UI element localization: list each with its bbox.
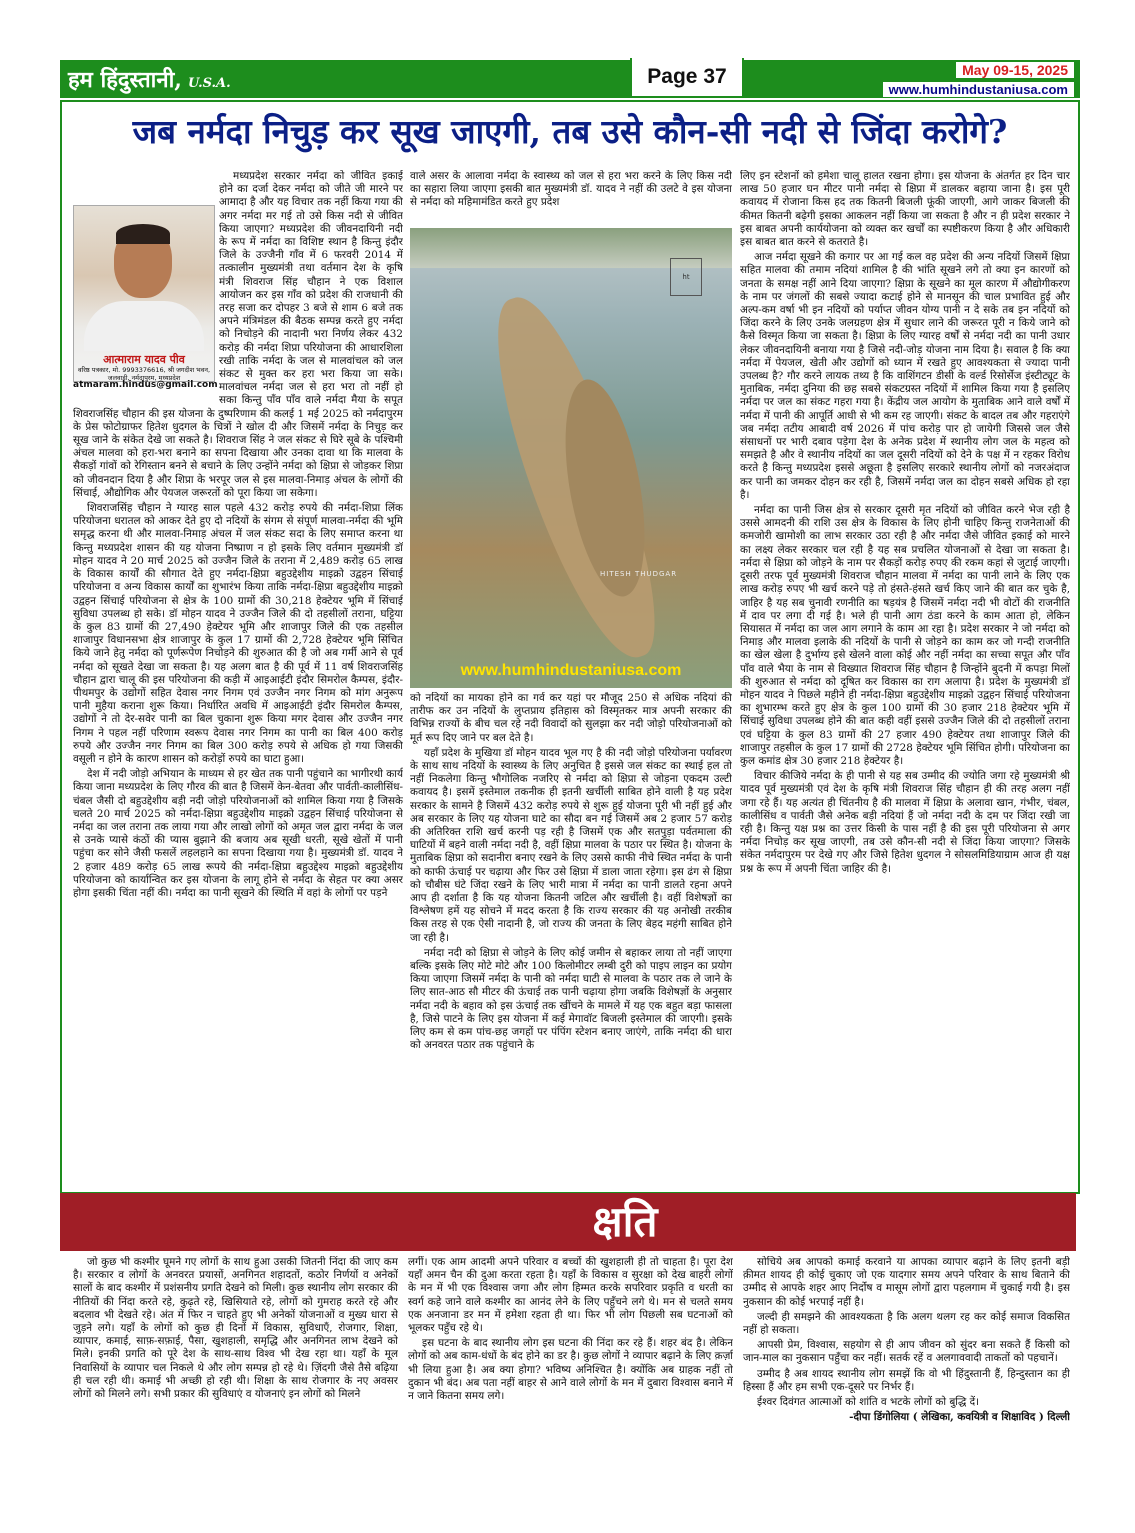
photo-float-spacer <box>73 170 219 398</box>
paragraph: शिवराजसिंह चौहान ने ग्यारह साल पहले 432 करोड़ रुपये की नर्मदा-शिप्रा लिंक परियोजना धरातल को आकर देते हुए दो नदियों के संगम से संपूर्ण मालवा-नर्मदा की भूमि समृद्ध करना थी और मालवा-निमाड़ अंचल में जल संकट सदा के लिए समाप्त करना था किन्तु मध्यप्रदेश शासन की यह योजना निष्प्राण न हो इसके लिए वर्तमान मुख्यमंत्री डॉ मोहन यादव ने 20 मार्च 2025 को उज्जैन जिले के तराना में 2,489 करोड़ 65 लाख के विकास कार्यों की सौगात देते हुए नर्मदा-क्षिप्रा बहुउद्देशीय माइक्रो उद्वहन सिंचाई परियोजना व अन्य विकास कार्यों का शुभारंभ किया ताकि नर्मदा-क्षिप्रा बहुउद्देशीय माइक्रो उद्वहन सिंचाई परियोजना से क्षेत्र के 100 ग्रामों की 30,218 हेक्टेयर भूमि में सिंचाई सुविधा उपलब्ध हो सके। डॉ मोहन यादव ने उज्जैन जिले की दो तहसीलों तराना, घट्टिया के कुल 83 ग्रामों की 27,490 हेक्टेयर भूमि और शाजापुर जिले की एक तहसील शाजापुर विधानसभा क्षेत्र शाजापुर के कुल 17 ग्रामों की 2,728 हेक्टेयर भूमि सिंचित किये जाने हेतु नर्मदा को पूर्णरूपेण निचोड़ने की शुरुआत की है जो अब गर्मी आने से पूर्व नर्मदा को सूखते देखा जा सकता है। यह अलग बात है की पूर्व में 11 वर्ष शिवराजसिंह चौहान द्वारा चालू की इस परियोजना की कड़ी में आइआईटी इंदौर सिमरोल कैम्पस, इंदौर-पीथमपुर के उद्योगों सहित देवास नगर निगम एवं उज्जैन नगर निगम को मांग अनुरूप पानी मुहैया कराना शुरू किया। निर्धारित अवधि में आइआईटी इंदौर सिमरोल कैम्पस, उद्योगों ने तो देर-सवेर पानी का बिल चुकाना शुरू किया मगर देवास और उज्जैन नगर निगम ने पहल नहीं परिणाम स्वरूप देवास नगर निगम का पानी का बिल 400 करोड़ रुपये और उज्जैन नगर निगम का बिल 300 करोड़ रुपये से अधिक हो गया जिसकी वसूली न होने के कारण शासन को करोड़ों रुपये का घाटा हुआ। <box>73 502 403 765</box>
website-link[interactable]: www.humhindustaniusa.com <box>883 82 1074 97</box>
article-column-3 <box>740 170 1070 1182</box>
paragraph: यहाँ प्रदेश के मुखिया डॉ मोहन यादव भूल गए है की नदी जोड़ो परियोजना पर्यावरण के साथ साथ नदियों के स्वास्थ्य के लिए अनुचित है इससे जल संकट का स्थाई हल तो नहीं निकलेगा किन्तु भौगोलिक नजरिए से नर्मदा को क्षिप्रा से जोड़ना एकदम उल्टी कवायद है। इसमें इस्तेमाल तकनीक ही इतनी खर्चीली साबित होने वाली है यह प्रदेश सरकार के सामने है जिसमें 432 करोड़ रुपये से शुरू हुई योजना पूरी भी नहीं हुई और अब सरकार के लिए यह योजना घाटे का सौदा बन गई जिसमें अब 2 हजार 57 करोड़ की अतिरिक्त राशि खर्च करनी पड़ रही है जिसमें एक और सतपुड़ा पर्वतमाला की घाटियों में बहने वाली नर्मदा नदी है, वहीं क्षिप्रा मालवा के पठार पर स्थित है। योजना के मुताबिक क्षिप्रा को सदानीरा बनाए रखने के लिए उससे काफी नीचे स्थित नर्मदा के पानी को काफी ऊंचाई पर चढ़ाया और फिर उसे क्षिप्रा में डाला जाता रहेगा। इस ढंग से क्षिप्रा को चौबीस घंटे जिंदा रखने के लिए भारी मात्रा में नर्मदा का पानी डालते रहना अपने आप ही दर्शाता है कि यह योजना कितनी जटिल और खर्चीली है। वहीं विशेषज्ञों का विश्लेषण हमें यह सोचने में मदद करता है कि राज्य सरकार की यह अनोखी तरकीब किस तरह से एक ऐसी नादानी है, जो राज्य की जनता के लिए बेहद महंगी साबित होने जा रही है। <box>410 746 732 944</box>
paragraph: आपसी प्रेम, विश्वास, सहयोग से ही आप जीवन को सुंदर बना सकते हैं किसी को जान-माल का नुकसान पहुँचा कर नहीं। सतर्क रहें व अलगाववादी ताकतों को पहचानें। <box>743 1339 1070 1365</box>
paragraph: आज नर्मदा सूखने की कगार पर आ गई कल वह प्रदेश की अन्य नदियों जिसमें क्षिप्रा सहित मालवा की तमाम नदियां शामिल है की भांति सूखने लगे तो क्या इन कारणों को जनता के समक्ष नहीं आने दिया जाएगा? क्षिप्रा के सूखने का मूल कारण में औद्योगीकरण के नाम पर जंगलों की सबसे ज्यादा कटाई होने से मानसून की चाल प्रभावित हुई और अल्प-कम वर्षा भी इन नदियों को पर्याप्त जीवन योग्य पानी न दे सके तब इन नदियों को जिंदा करने के लिए उनके जलग्रहण क्षेत्र में सुधार लाने की जरूरत पूरी न किये जाने को कैसे विस्मृत किया जा सकता है। क्षिप्रा के लिए ग्यारह वर्षों से नर्मदा नदी का पानी उधार लेकर जीवनदायिनी बनाया गया है जिसे नदी-जोड़ योजना नाम दिया है। सवाल है कि क्या नर्मदा में पेयजल, खेती और उद्योगों को ध्यान में रखते हुए आवश्यकता से ज्यादा पानी उपलब्ध है? गौर करने लायक तथ्य है कि वाशिंगटन डीसी के वर्ल्ड रिसोर्सेज इंस्टीट्यूट के मुताबिक, नर्मदा दुनिया की छह सबसे संकटग्रस्त नदियों में शामिल किया गया है इसलिए नर्मदा पर जल का संकट गहरा गया है। केंद्रीय जल आयोग के मुताबिक आने वाले वर्षों में नर्मदा में पानी की आपूर्ति आधी से भी कम रह जाएगी। संकट के बादल तब और गहराएंगे जब नर्मदा तटीय आबादी वर्ष 2026 में पांच करोड़ पार हो जायेगी जिससे जल जैसे संसाधनों पर भारी दबाव पड़ेगा देश के अनेक प्रदेश में स्थानीय लोग जल के महत्व को समझते है और वे स्थानीय नदियों का जल दूसरी नदियों को देने के पक्ष में न रहकर विरोध करते है किन्तु मध्यप्रदेश इससे अछूता है इसलिए सरकारे स्थानीय लोगों को नजरअंदाज कर पानी का जमकर दोहन कर रही है, जिसमें नर्मदा जल का दोहन सबसे अधिक हो रहा है। <box>740 251 1070 501</box>
second-article-column-1 <box>73 1256 398 1526</box>
paragraph: जल्दी ही समझने की आवश्यकता है कि अलग थलग रह कर कोई समाज विकसित नहीं हो सकता। <box>743 1310 1070 1337</box>
paragraph: देश में नदी जोड़ो अभियान के माध्यम से हर खेत तक पानी पहुंचाने का भागीरथी कार्य किया जाना मध्यप्रदेश के लिए गौरव की बात है जिसमें केन-बेतवा और पार्वती-कालीसिंध-चंबल जैसी दो बहुउद्देशीय बड़ी नदी जोड़ो परियोजनाओं को शामिल किया गया है जिसके चलते 20 मार्च 2025 को नर्मदा-क्षिप्रा बहुउद्देशीय माइक्रो उद्वहन सिंचाई परियोजना से नर्मदा का जल तराना तक लाया गया और लाखो लोगों को अमृत जल द्वारा नर्मदा के जल से उनके प्यासे कंठों की प्यास बुझाने की बजाय अब सूखी धरती, सूखे खेतों में पानी पहुंचा कर सोने जैसी फसलें लहलहाने का सपना दिखाया गया है। मुख्यमंत्री डॉ. यादव ने 2 हजार 489 करोड़ 65 लाख रूपये की नर्मदा-क्षिप्रा बहुउद्देश्य माइक्रो बहुउद्देशीय परियोजना को कार्यान्वित कर इस योजना के लागू होने से नर्मदा के सेहत पर क्या असर होगा इसकी चिंता नहीं की। नर्मदा का पानी सूखने की स्थिति में वहां के लोगों पर पड़ने <box>73 768 403 899</box>
paper-name <box>68 64 231 94</box>
article-column-2-top <box>410 170 732 224</box>
paragraph: ईश्वर दिवंगत आत्माओं को शांति व भटके लोगों को बुद्धि दें। <box>757 1396 980 1409</box>
paragraph: लिए इन स्टेशनों को हमेशा चालू हालत रखना होगा। इस योजना के अंतर्गत हर दिन चार लाख 50 हजार घन मीटर पानी नर्मदा से क्षिप्रा में डालकर बहाया जाना है। इस पूरी कवायद में रोजाना किस हद तक कितनी बिजली फूंकी जाएगी, आगे जाकर बिजली की कीमत कितनी बढ़ेगी इसका आकलन नहीं किया जा सकता है और न ही प्रदेश सरकार ने इस बाबत अपनी कार्ययोजना को व्यक्त कर खर्चों का स्पष्टीकरण किया है और अधिकारी इस बाबत बात करने से कतराते है। <box>740 170 1070 249</box>
author-signature: -दीपा डिंगोलिया ( लेखिका, कवयित्री व शिक्षाविद ) दिल्ली <box>849 1411 1070 1424</box>
paragraph: सोचिये अब आपको कमाई करवाने या आपका व्यापार बढ़ाने के लिए इतनी बड़ी क़ीमत शायद ही कोई चुकाए जो एक यादगार समय अपने परिवार के साथ बिताने की उम्मीद से आपके शहर आए निर्दोष व मासूम लोगों द्वारा पहलगाम में चुकाई गयी है। इस नुकसान की कोई भरपाई नहीं है। <box>743 1256 1070 1308</box>
masthead-right <box>883 62 1074 97</box>
section-banner <box>60 1193 1076 1251</box>
paragraph: लगीं। एक आम आदमी अपने परिवार व बच्चों की खुशहाली ही तो चाहता है। पूरा देश यहाँ अमन चैन की दुआ करता रहता है। यहाँ के विकास व सुरक्षा को देख बाहरी लोगों के मन में भी एक विश्वास जगा और लोग हिम्मत करके सपरिवार प्रकृति व धरती का स्वर्ग कहे जाने वाले कश्मीर का आनंद लेने के लिए पहुँचने लगे थे। मन से चलते समय एक अनजाना डर मन में हमेशा रहता ही था। फिर भी लोग पिछली सब घटनाओं को भूलकर पहुँच रहे थे। <box>408 1256 733 1335</box>
section-title: क्षति <box>592 1197 658 1246</box>
paper-name-hindi: हम हिंदुस्तानी, <box>68 67 182 93</box>
paragraph: जो कुछ भी कश्मीर घूमने गए लोगों के साथ हुआ उसकी जितनी निंदा की जाए कम है। सरकार व लोगों के अनवरत प्रयासों, अनगिनत शहादतों, कठोर निर्णयों व अनेकों सालों के बाद कश्मीर में प्रशंसनीय प्रगति देखने को मिली। कुछ स्थानीय लोग सरकार की नीतियों की निंदा करते रहे, कुढ़ते रहे, खिसियाते रहे, लोगों को गुमराह करते रहे और बदलाव भी देखते रहे। अंत में फिर न चाहते हुए भी अनेकों योजनाओं व मुख्य धारा से जुड़ने लगे। यहाँ के लोगों को कुछ ही दिनों में विकास, सुविधाएँ, रोजगार, शिक्षा, व्यापार, कमाई, साफ़-सफ़ाई, पैसा, खुशहाली, समृद्धि और अनगिनत लाभ देखने को मिले। इनकी प्रगति को पूरे देश के साथ-साथ विश्व भी देख रहा था। यहाँ के मूल निवासियों के व्यापार चल निकले थे और लोग सम्पन्न हो रहे थे। ज़िंदगी जैसे तैसे बढ़िया ही चल रही थी। कमाई भी अच्छी हो रही थी। शिक्षा के साथ रोजगार के नए अवसर लोगों को मिलने लगे। सभी प्रकार की सुविधाएं व योजनाएं इन लोगों को मिलने <box>73 1256 398 1401</box>
paragraph: इस घटना के बाद स्थानीय लोग इस घटना की निंदा कर रहे हैं। शहर बंद है। लेकिन लोगों को अब काम-धंधों के बंद होने का डर है। कुछ लोगों ने व्यापार बढ़ाने के लिए क़र्ज़ा भी लिया हुआ है। अब क्या होगा? भविष्य अनिश्चित है। क्योंकि अब ग्राहक नहीं तो दुकान भी बंद। अब पता नहीं बाहर से आने वाले लोगों के मन में दुबारा विश्वास बनाने में न जाने कितना समय लगे। <box>408 1337 733 1403</box>
issue-date: May 09-15, 2025 <box>956 62 1074 78</box>
author-email[interactable]: atmaram.hindus@gmail.com <box>73 380 218 390</box>
second-article-column-2 <box>408 1256 733 1526</box>
paragraph: मध्यप्रदेश सरकार नर्मदा को जीवित इकाई होने का दर्जा देकर नर्मदा को जीते जी मारने पर आमादा है और यह विचार तक नहीं किया गया की अगर नर्मदा मर गई तो उसे किस नदी से जीवित किया जाएगा? मध्यप्रदेश की जीवनदायिनी नदी के रूप में नर्मदा का विशिष्ट स्थान है किन्तु इंदौर जिले के उज्जैनी गाँव में 6 फरवरी 2014 में तत्कालीन मुख्यमंत्री तथा वर्तमान देश के कृषि मंत्री शिवराज सिंह चौहान ने एक विशाल आयोजन कर इस गाँव को प्रदेश की राजधानी की तरह सजा कर दोपहर 3 बजे से शाम 6 बजे तक अपने मंत्रिमंडल की बैठक सम्पन्न करते हुए नर्मदा को निचोड़ने की नादानी भरा निर्णय लेकर 432 करोड़ की नर्मदा शिप्रा परियोजना की आधारशिला रखी ताकि नर्मदा के जल से मालवांचल को जल संकट से मुक्त कर हरा भरा किया जा सके। मालवांचल नर्मदा जल से हरा भरा तो नहीं हो सका किन्तु पाँव पाँव वाले नर्मदा मैया के सपूत शिवराजसिंह चौहान की इस योजना के दुष्परिणाम की कलई 1 मई 2025 को नर्मदापुरम के प्रेस फोटोग्राफर हितेश धुदगल के चित्रों ने खोल दी और जिसमें नर्मदा के निचुड़ कर सूख जाने के संकेत देखे जा सकते है। शिवराज सिंह ने जल संकट से घिरे सूबे के पश्चिमी अंचल मालवा को हरा-भरा बनाने का सपना दिखाया और उनका दावा था कि मालवा के सैकड़ों गांवों को रेगिस्तान बनने से बचाने के लिए उन्होंने नर्मदा को क्षिप्रा से जोड़कर शिप्रा को जीवनदान दिया है और शिप्रा के भरपूर जल से इस मालवा-निमाड़ अंचल के लोगों की सिंचाई, औद्योगिक और पेयजल जरूरतों को पूरा किया जा सकेगा। <box>73 170 403 499</box>
masthead-bar <box>60 60 1080 98</box>
photographer-logo: ht <box>670 258 702 296</box>
article-column-1 <box>73 170 403 1182</box>
photo-credit: HITESH THUDGAR <box>600 570 678 578</box>
paragraph: नर्मदा का पानी जिस क्षेत्र से सरकार दूसरी मृत नदियों को जीवित करने भेज रही है उससे आमदनी की राशि उस क्षेत्र के विकास के लिए होनी चाहिए किन्तु राजनेताओं की कमजोरी खामोशी का लाभ सरकार उठा रही है और नर्मदा जैसे जीवित इकाई को मारने का लक्ष्य लेकर सरकार चल रही है यह सब प्रचलित योजनाओं से देखा जा सकता है। नर्मदा से क्षिप्रा को जोड़ने के नाम पर सैकड़ों करोड़ रुपए की रकम कहां से जुटाई जाएगी। दूसरी तरफ पूर्व मुख्यमंत्री शिवराज चौहान मालवा में नर्मदा का पानी लाने के लिए एक लाख करोड़ रुपए भी खर्च करने पड़े तो हंसते-हंसते खर्च किए जाने की बात कर चुके है, जाहिर है यह सब चुनावी रणनीति का षड़यंत्र है जिसमें नर्मदा नदी भी वोटों की राजनीति में दाव पर लगा दी गई है। भले ही पानी आग ठंडा करने के काम आता हो, लेकिन सियासत में नर्मदा का जल आग लगाने के काम आ रहा है। प्रदेश सरकार ने जो नर्मदा को निमाड़ और मालवा इलाके की नदियों के पानी से जोड़ने का काम कर जो गन्दी राजनीति का खेल खेला है दुर्भाग्य इसे खेलने वाला कोई और नहीं नर्मदा का सच्चा सपूत और पाँव पाँव वाले भैया के नाम से विख्यात शिवराज सिंह चौहान है जिन्होंने बुदनी में कपड़ा मिलों की शुरुआत से नर्मदा को दूषित कर विकास का राग अलापा है। प्रदेश के मुख्यमंत्री डॉ मोहन यादव ने पिछले महीने ही नर्मदा-क्षिप्रा बहुउद्देशीय माइक्रो उद्वहन सिंचाई परियोजना का शुभारम्भ करते हुए क्षेत्र के कुल 100 ग्रामों की 30 हजार 218 हेक्टेयर भूमि में सिंचाई सुविधा उपलब्ध होने की बात कही वहीं इससे उज्जैन जिले की दो तहसीलों तराना एवं घट्टिया के कुल 83 ग्रामों की 27 हजार 490 हेक्टेयर तथा शाजापुर जिले की शाजापुर तहसील के कुल 17 ग्रामों की 2728 हेक्टेयर भूमि सिंचित होगी। परियोजना का कुल कमांड क्षेत्र 30 हजार 218 हेक्टेयर है। <box>740 504 1070 767</box>
paragraph: वाले असर के आलावा नर्मदा के स्वास्थ्य को जल से हरा भरा करने के लिए किस नदी का सहारा लिया जाएगा इसकी बात मुख्यमंत्री डॉ. यादव ने नहीं की उलटे वे इस योजना से नर्मदा को महिमामंडित करते हुए प्रदेश <box>410 170 732 209</box>
river-photo <box>410 228 732 688</box>
paragraph: को नदियों का मायका होने का गर्व कर यहां पर मौजूद 250 से अधिक नदियां की तारीफ कर उन नदियों के लुप्तप्राय इतिहास को विस्मृतकर मात्र अपनी सरकार की विभिन्न राज्यों के बीच चल रहे नदी विवादों को सुलझा कर नदी जोड़ो परियोजनाओं को मूर्त रूप दिए जाने पर बल देते है। <box>410 692 732 744</box>
second-article-column-3 <box>743 1256 1070 1526</box>
photo-watermark-url: www.humhindustaniusa.com <box>460 662 682 679</box>
paper-suffix: U.S.A. <box>187 76 231 91</box>
article-headline: जब नर्मदा निचुड़ कर सूख जाएगी, तब उसे कौन-सी नदी से जिंदा करोगे? <box>132 112 1008 151</box>
author-meta: वरिष्ठ पत्रकार, मो. 9993376616, श्री जगदीश भवन, जलवाड़ी, नर्मदापुरम, मध्यप्रदेश <box>77 366 211 382</box>
paragraph: उम्मीद है अब शायद स्थानीय लोग समझें कि वो भी हिंदुस्तानी हैं, हिन्दुस्तान का ही हिस्सा हैं और हम सभी एक-दूसरे पर निर्भर हैं। <box>743 1367 1070 1393</box>
article-column-2-bottom <box>410 692 732 1182</box>
page-number: Page 37 <box>630 58 744 98</box>
paragraph: नर्मदा नदी को क्षिप्रा से जोड़ने के लिए कोई जमीन से बहाकर लाया तो नहीं जाएगा बल्कि इसके लिए मोटे मोटे और 100 किलोमीटर लम्बी दुरी को पाइप लाइन का प्रयोग किया जाएगा जिसमें नर्मदा के पानी को नर्मदा घाटी से मालवा के पठार तक ले जाने के लिए सात-आठ सौ मीटर की ऊंचाई तक पानी चढ़ाया होगा जबकि विशेषज्ञों के अनुसार नर्मदा नदी के बहाव को इस ऊंचाई तक खींचने के मामले में यह एक बहुत बड़ा फासला है, जिसे पाटने के लिए इस योजना में कई मेगावॉट बिजली इस्तेमाल की जाएगी। इसके लिए कम से कम पांच-छह जगहों पर पंपिंग स्टेशन बनाए जाएंगे, ताकि नर्मदा की धारा को अनवरत पठार तक पहुंचाने के <box>410 946 732 1052</box>
author-name: आत्माराम यादव पीव <box>103 353 185 366</box>
paragraph: विचार कीजिये नर्मदा के ही पानी से यह सब उम्मीद की ज्योति जगा रहे मुख्यमंत्री श्री यादव पूर्व मुख्यमंत्री एवं देश के कृषि मंत्री शिवराज सिंह चौहान ही की तरह अलग नहीं जगा रहे हैं। यह अत्यंत ही चिंतनीय है की मालवा में क्षिप्रा के अलावा खान, गंभीर, चंबल, कालीसिंध व पार्वती जैसे अनेक बड़ी नदियां हैं जो नर्मदा नदी के दम पर जिंदा रखी जा रही है। किन्तु यक्ष प्रश्न का उत्तर किसी के पास नहीं है की इस पूरी परियोजना से अगर नर्मदा निचोड़ कर सूख जाएगी, तब उसे कौन-सी नदी से जिंदा किया जाएगा? जिसके संकेत नर्मदापुरम पर देखे गए और जिसे हितेश धुदगल ने सोसलमिडियाग्राम आज ही यक्ष प्रश्न के रूप में अपनी चिंता जाहिर की है। <box>740 770 1070 875</box>
